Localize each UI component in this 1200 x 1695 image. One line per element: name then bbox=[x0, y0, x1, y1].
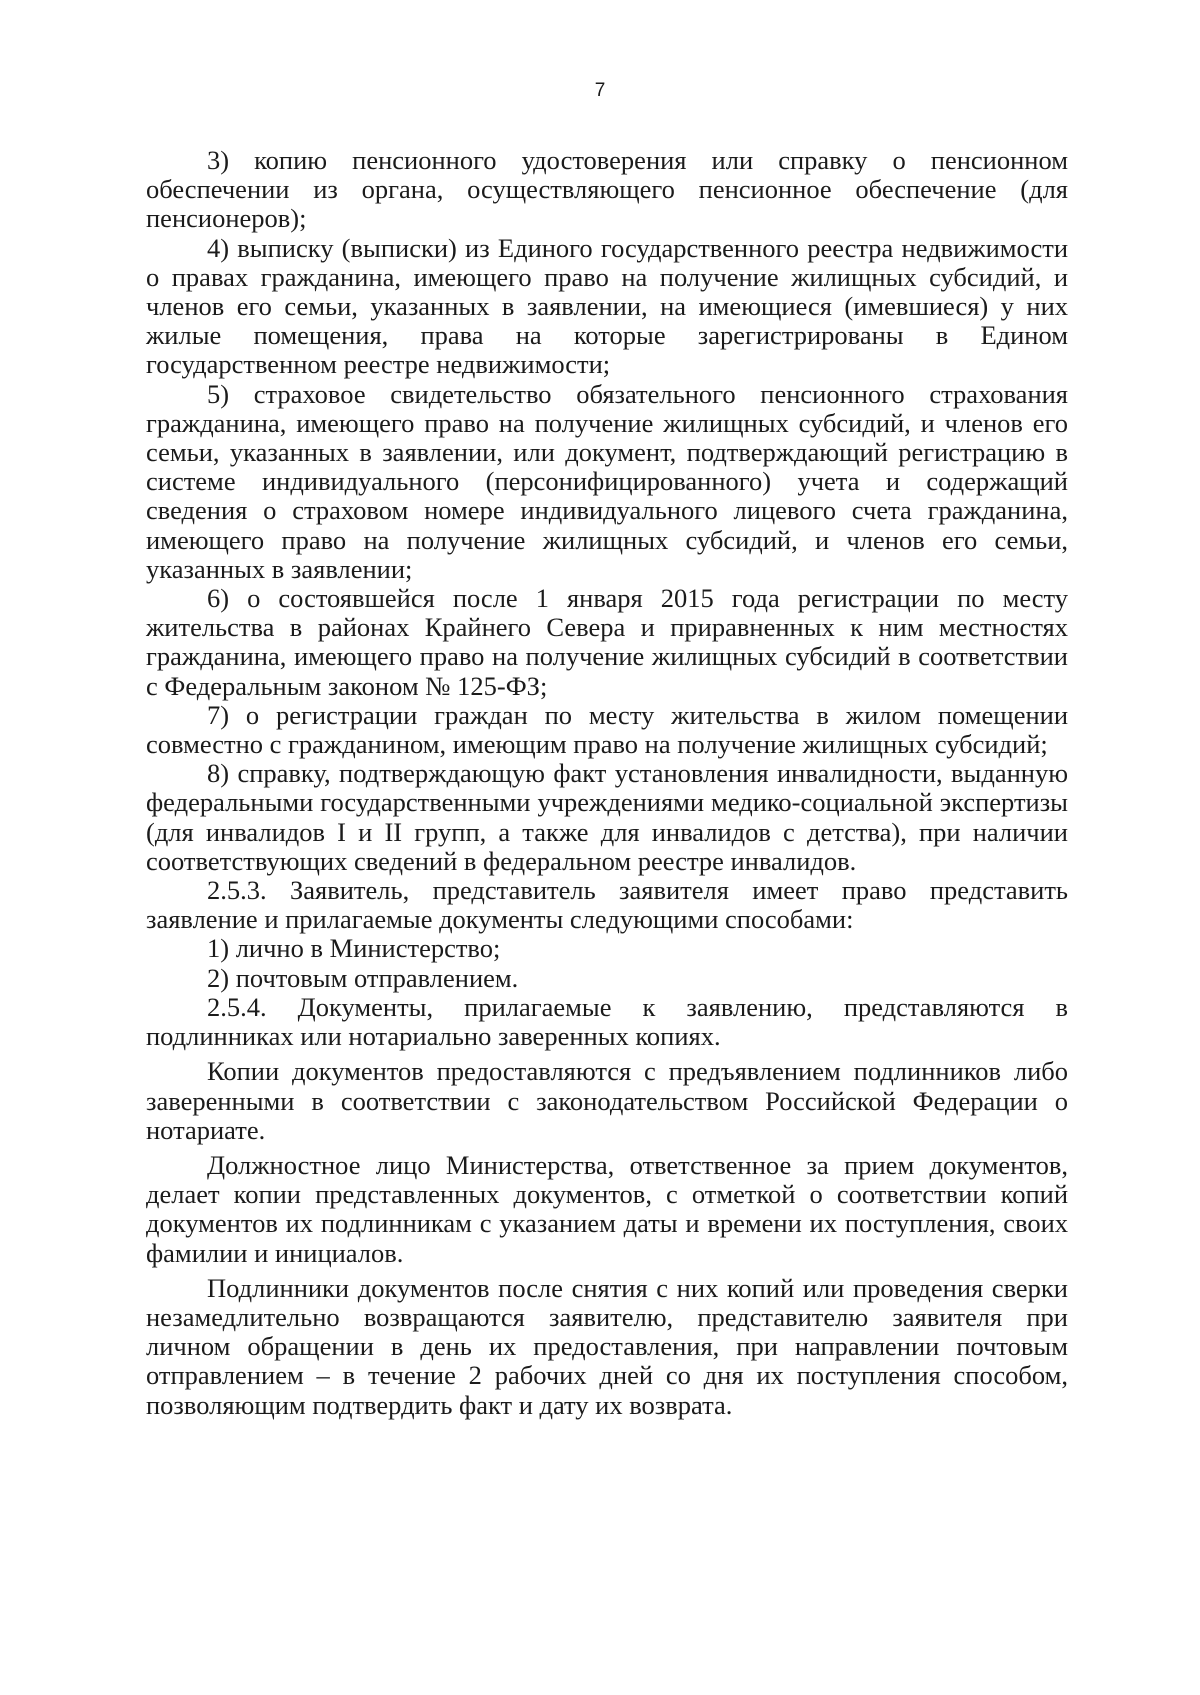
paragraph-copies-presentation: Копии документов предоставляются с предъявлением подлинников либо заверенными в соответствии с законодательством Российской Федерации о нотариате. bbox=[146, 1056, 1068, 1145]
paragraph-originals-returned: Подлинники документов после снятия с них копий или проведения сверки незамедлительно возвращаются заявителю, представителю заявителя при личном обращении в день их предоставления, при направлении почтовым отправлением – в течение 2 рабочих дней со дня их поступления способом, позволяющим подтвердить факт и дату их возврата. bbox=[146, 1272, 1068, 1420]
paragraph-item-7-cohabitant-registration: 7) о регистрации граждан по месту жительства в жилом помещении совместно с гражданином, имеющим право на получение жилищных субсидий; bbox=[146, 699, 1068, 760]
paragraph-section-2-5-3: 2.5.3. Заявитель, представитель заявителя имеет право представить заявление и прилагаемые документы следующими способами: bbox=[146, 875, 1068, 935]
paragraph-method-2-by-mail: 2) почтовым отправлением. bbox=[207, 962, 519, 993]
paragraph-section-2-5-4: 2.5.4. Документы, прилагаемые к заявлению, представляются в подлинниках или нотариально заверенных копиях. bbox=[146, 991, 1068, 1052]
page-number: 7 bbox=[594, 80, 606, 101]
paragraph-item-8-disability-certificate: 8) справку, подтверждающую факт установления инвалидности, выданную федеральными государственными учреждениями медико-социальной экспертизы (для инвалидов I и II групп, а также для инвалидов с детства), при наличии соответствующих сведений в федеральном реестре инвалидов. bbox=[146, 758, 1068, 876]
paragraph-item-5-insurance-certificate: 5) страховое свидетельство обязательного пенсионного страхования гражданина, имеющего право на получение жилищных субсидий, и членов его семьи, указанных в заявлении, или документ, подтверждающий регистрацию в системе индивидуального (персонифицированного) учета и содержащий сведения о страховом номере индивидуального лицевого счета гражданина, имеющего право на получение жилищных субсидий, и членов его семьи, указанных в заявлении; bbox=[146, 378, 1068, 584]
paragraph-item-6-far-north-registration: 6) о состоявшейся после 1 января 2015 года регистрации по месту жительства в районах Крайнего Севера и приравненных к ним местностях гражданина, имеющего право на получение жилищных субсидий в соответствии с Федеральным законом № 125-ФЗ; bbox=[146, 583, 1068, 701]
paragraph-method-1-in-person: 1) лично в Министерство; bbox=[207, 933, 501, 964]
document-body bbox=[146, 146, 1068, 1420]
paragraph-item-3-pension-certificate: 3) копию пенсионного удостоверения или справку о пенсионном обеспечении из органа, осуществляющего пенсионное обеспечение (для пенсионеров); bbox=[146, 145, 1068, 234]
paragraph-official-makes-copies: Должностное лицо Министерства, ответственное за прием документов, делает копии представленных документов, с отметкой о соответствии копий документов их подлинникам с указанием даты и времени их поступления, своих фамилии и инициалов. bbox=[146, 1149, 1068, 1268]
paragraph-item-4-real-estate-extract: 4) выписку (выписки) из Единого государственного реестра недвижимости о правах гражданина, имеющего право на получение жилищных субсидий, и членов его семьи, указанных в заявлении, на имеющиеся (имевшиеся) у них жилые помещения, права на которые зарегистрированы в Едином государственном реестре недвижимости; bbox=[146, 232, 1068, 380]
